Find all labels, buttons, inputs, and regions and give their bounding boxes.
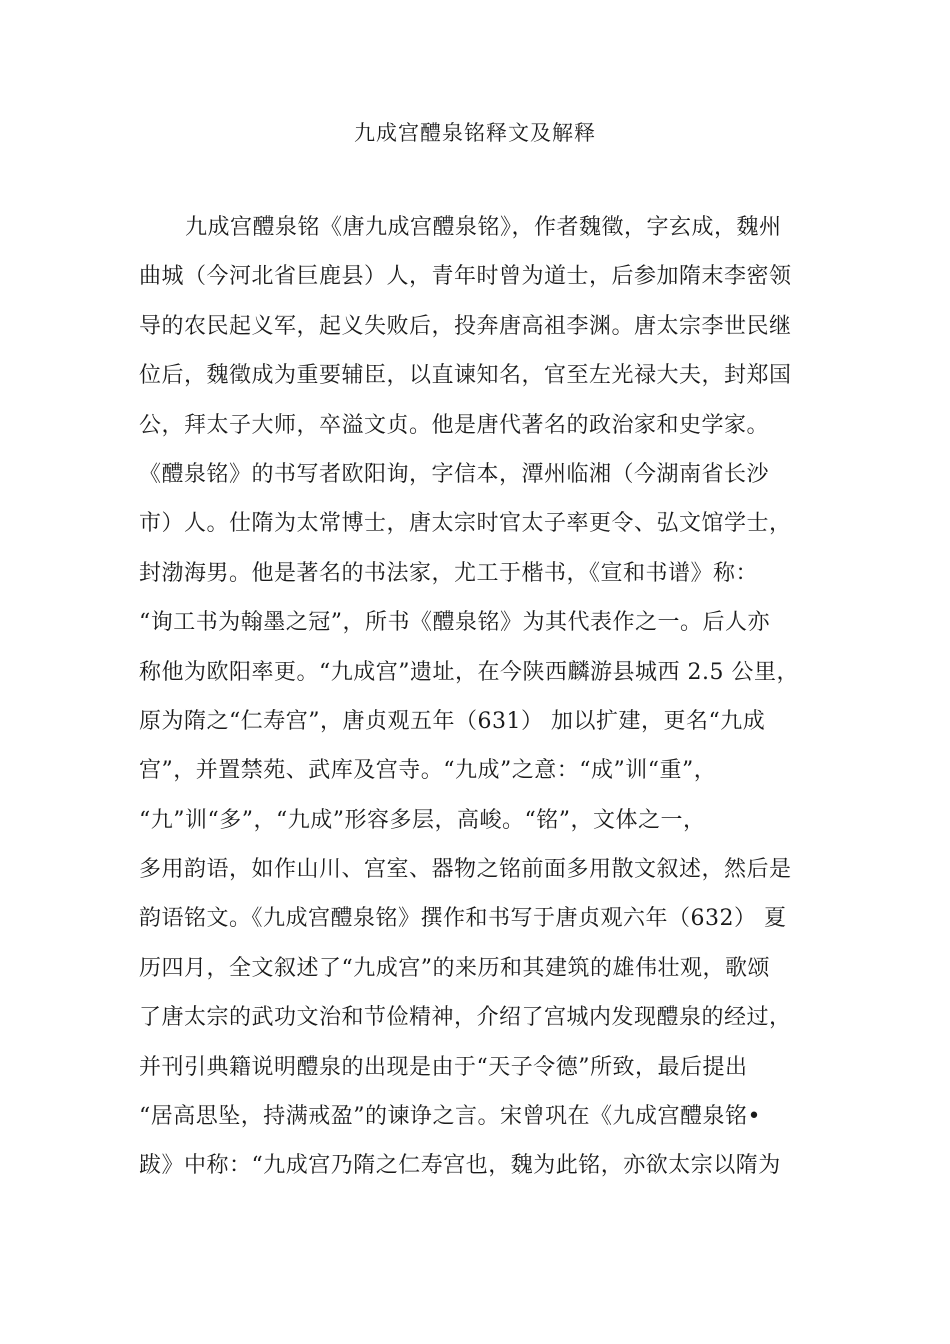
text-line: 公，拜太子大师，卒溢文贞。他是唐代著名的政治家和史学家。 [139, 412, 770, 438]
text-line: 封渤海男。他是著名的书法家，尤工于楷书，《宣和书谱》称： [139, 560, 759, 586]
text-line: 曲城（今河北省巨鹿县）人，青年时曾为道士，后参加隋末李密领 [139, 264, 792, 290]
text-line: 韵语铭文。《九成宫醴泉铭》撰作和书写于唐贞观六年（632） 夏 [139, 906, 787, 932]
text-line: 多用韵语，如作山川、宫室、器物之铭前面多用散文叙述，然后是 [139, 857, 792, 883]
text-line: 跋》中称：“九成宫乃隋之仁寿宫也，魏为此铭，亦欲太宗以隋为 [139, 1153, 781, 1179]
text-line: “居高思坠，持满戒盈”的谏诤之言。宋曾巩在《九成宫醴泉铭• [139, 1104, 761, 1130]
text-line: 位后，魏徵成为重要辅臣，以直谏知名，官至左光禄大夫，封郑国 [139, 363, 792, 389]
text-line: “九”训“多”，“九成”形容多层，高峻。“铭”，文体之一， [139, 807, 706, 833]
text-line: 九成宫醴泉铭《唐九成宫醴泉铭》，作者魏徵，字玄成，魏州 [185, 215, 782, 240]
text-line: 宫”，并置禁苑、武库及宫寺。“九成”之意：“成”训“重”， [139, 758, 717, 784]
text-line: 导的农民起义军，起义失败后，投奔唐高祖李渊。唐太宗李世民继 [139, 313, 792, 339]
document-title: 九成宫醴泉铭释文及解释 [354, 121, 596, 145]
document-body [139, 203, 799, 1191]
text-line: 了唐太宗的武功文治和节俭精神，介绍了宫城内发现醴泉的经过， [139, 1005, 792, 1031]
text-line: 《醴泉铭》的书写者欧阳询，字信本，潭州临湘（今湖南省长沙 [139, 461, 770, 487]
text-line: “询工书为翰墨之冠”，所书《醴泉铭》为其代表作之一。后人亦 [139, 610, 770, 636]
text-line: 市）人。仕隋为太常博士，唐太宗时官太子率更令、弘文馆学士， [139, 511, 792, 537]
text-line: 原为隋之“仁寿宫”，唐贞观五年（631） 加以扩建，更名“九成 [139, 708, 766, 734]
text-line: 历四月，全文叙述了“九成宫”的来历和其建筑的雄伟壮观，歌颂 [139, 955, 770, 981]
text-line: 并刊引典籍说明醴泉的出现是由于“天子令德”所致，最后提出 [139, 1054, 748, 1080]
text-line: 称他为欧阳率更。“九成宫”遗址，在今陕西麟游县城西 2.5 公里， [139, 659, 799, 685]
